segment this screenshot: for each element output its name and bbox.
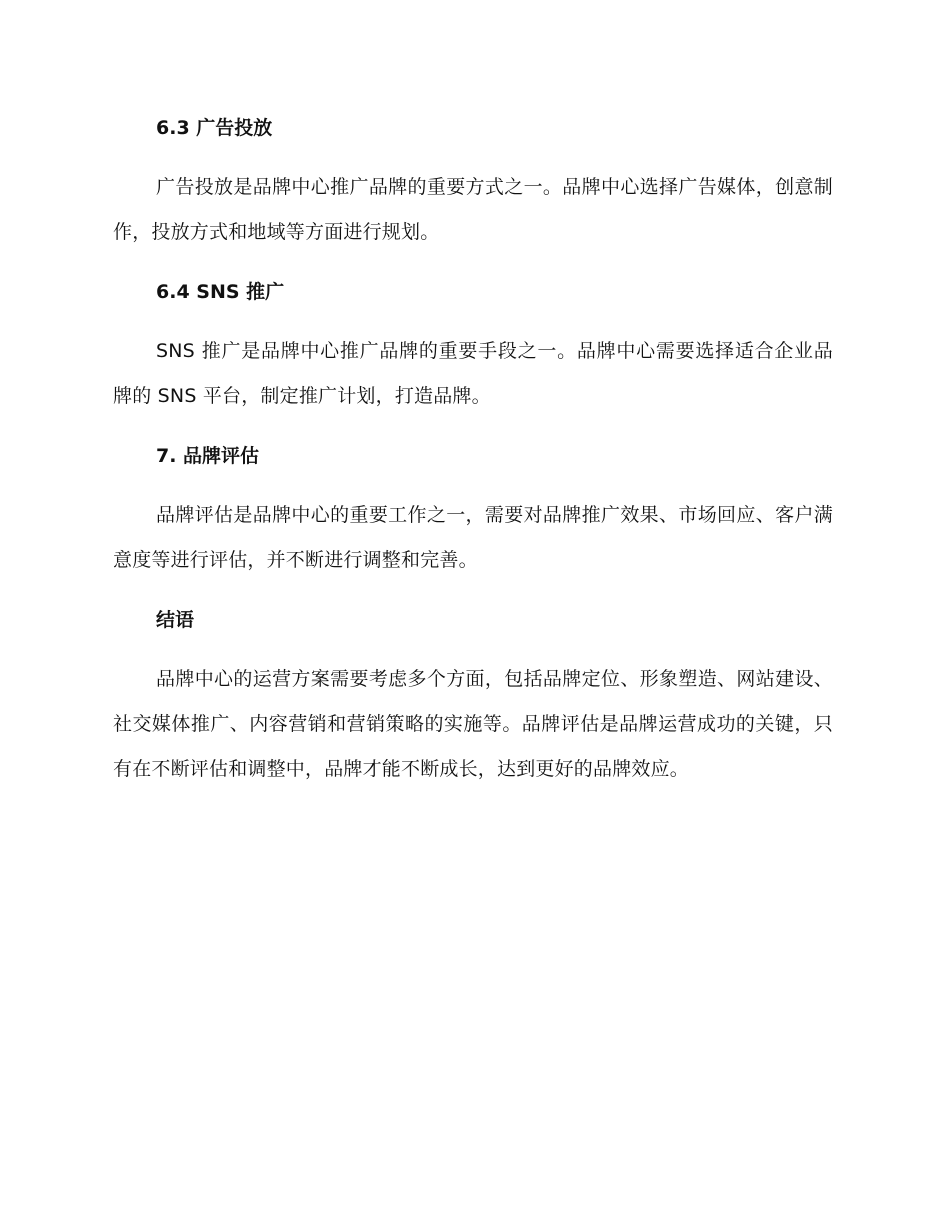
section-heading: 6.4 SNS 推广	[156, 281, 285, 303]
section-ad-placement	[113, 112, 833, 255]
section-paragraph: 广告投放是品牌中心推广品牌的重要方式之一。品牌中心选择广告媒体，创意制作，投放方式和地域等方面进行规划。	[113, 176, 833, 243]
section-heading: 结语	[156, 609, 195, 631]
section-sns-promotion	[113, 276, 833, 419]
section-conclusion	[113, 604, 833, 792]
section-paragraph: 品牌评估是品牌中心的重要工作之一，需要对品牌推广效果、市场回应、客户满意度等进行评估，并不断进行调整和完善。	[113, 504, 833, 571]
section-paragraph: SNS 推广是品牌中心推广品牌的重要手段之一。品牌中心需要选择适合企业品牌的 SNS 平台，制定推广计划，打造品牌。	[113, 340, 833, 407]
document-content	[113, 112, 833, 813]
section-heading: 7. 品牌评估	[156, 445, 260, 467]
section-heading: 6.3 广告投放	[156, 117, 273, 139]
section-paragraph: 品牌中心的运营方案需要考虑多个方面，包括品牌定位、形象塑造、网站建设、社交媒体推广、内容营销和营销策略的实施等。品牌评估是品牌运营成功的关键，只有在不断评估和调整中，品牌才能不断成长，达到更好的品牌效应。	[113, 668, 833, 780]
section-brand-evaluation	[113, 440, 833, 583]
